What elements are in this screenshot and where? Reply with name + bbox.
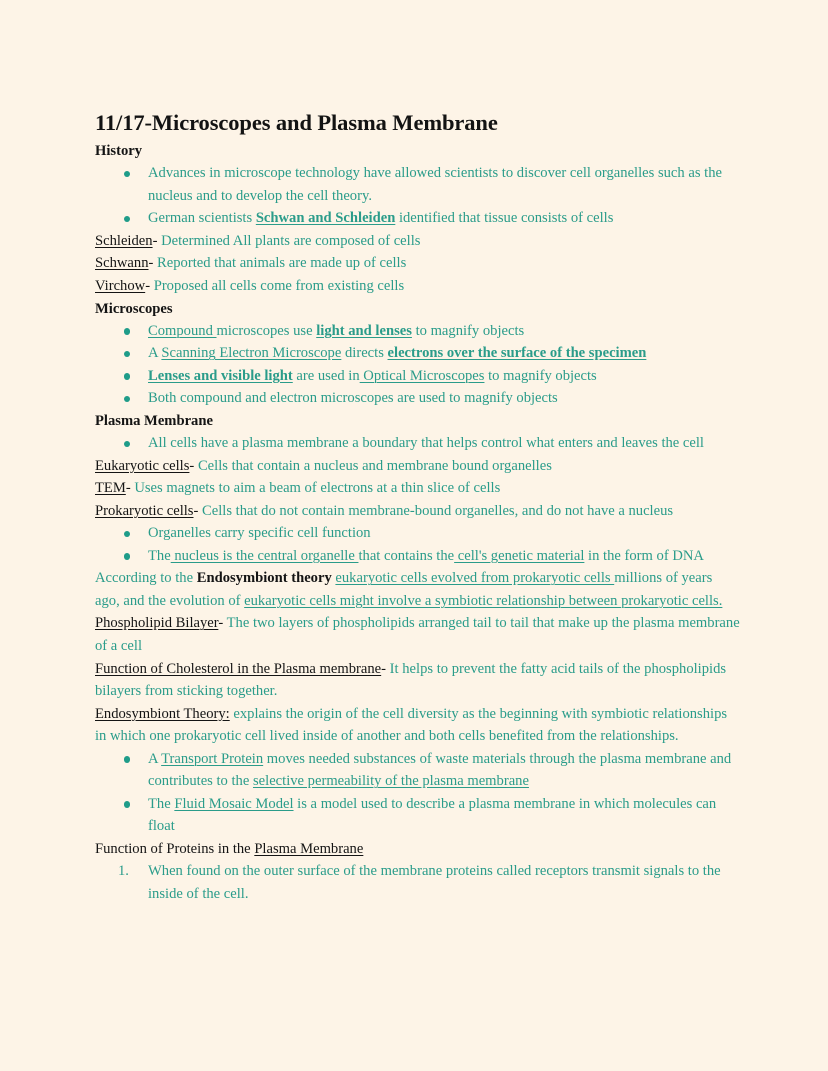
emphasised-text: TEM xyxy=(95,480,126,497)
emphasised-text: Optical Microscopes xyxy=(359,367,485,384)
body-text: Cells that do not contain membrane-bound organelles, and do not have a nucleus xyxy=(202,502,674,519)
body-text: Organelles carry specific cell function xyxy=(148,525,371,542)
body-text: microscopes use xyxy=(216,322,317,339)
body-text: A xyxy=(148,750,162,767)
definition-phospholipid-bilayer xyxy=(95,612,740,657)
page-title: 11/17-Microscopes and Plasma Membrane xyxy=(95,110,498,135)
body-text: explains the origin of the cell diversity as the beginning with symbiotic relationships in which one prokaryotic cell lived inside of another and both cells benefited from the relationships. xyxy=(95,705,728,745)
heading-function-of-proteins xyxy=(95,838,740,861)
emphasised-text: Schwan and Schleiden xyxy=(255,210,396,227)
emphasised-text: Virchow xyxy=(95,278,146,294)
microscopes-bullet-list xyxy=(95,320,740,410)
paragraph-endosymbiont-theory xyxy=(95,567,740,612)
body-text: millions of years ago, and the evolution of xyxy=(95,570,713,609)
emphasised-text: - xyxy=(189,457,198,474)
emphasised-text: - xyxy=(145,278,154,294)
emphasised-text: - xyxy=(152,232,162,249)
body-text: Determined All plants are composed of cells xyxy=(161,232,421,249)
body-text: A xyxy=(148,345,162,362)
section-heading-history: History xyxy=(95,143,143,160)
emphasised-text: eukaryotic cells evolved from prokaryotic cells xyxy=(335,570,615,587)
body-text: Uses magnets to aim a beam of electrons at a thin slice of cells xyxy=(134,480,501,497)
body-text: When found on the outer surface of the membrane proteins called receptors transmit signals to the inside of the cell. xyxy=(148,863,721,903)
emphasised-text: Phospholipid Bilayer xyxy=(95,615,219,632)
body-text: The xyxy=(148,547,171,564)
list-item xyxy=(95,793,740,838)
body-text: Proposed all cells come from existing cells xyxy=(153,278,405,294)
list-item xyxy=(95,387,740,410)
emphasised-text: nucleus is the central organelle xyxy=(170,547,359,564)
list-item xyxy=(95,365,740,388)
definition-virchow xyxy=(95,275,740,298)
definition-schwann xyxy=(95,252,740,275)
body-text: is a model used to describe a plasma membrane in which molecules can float xyxy=(148,795,717,835)
emphasised-text: Function of Cholesterol in the Plasma membrane xyxy=(95,660,382,677)
body-text: The two layers of phospholipids arranged tail to tail that make up the plasma membrane of a cell xyxy=(95,615,740,654)
definition-cholesterol-function xyxy=(95,658,740,703)
body-text: in the form of DNA xyxy=(584,547,704,564)
emphasised-text: light and lenses xyxy=(316,322,412,339)
list-item xyxy=(95,162,740,207)
list-item xyxy=(95,860,740,905)
body-text: It helps to prevent the fatty acid tails of the phospholipids bilayers from sticking together. xyxy=(95,660,727,700)
body-text: directs xyxy=(341,345,388,362)
organelles-bullet-list xyxy=(95,522,740,567)
body-text: that contains the xyxy=(358,547,455,564)
list-item xyxy=(95,320,740,343)
body-text: moves needed substances of waste materials through the plasma membrane and contributes to the xyxy=(148,750,732,790)
emphasised-text: Schwann xyxy=(95,255,149,272)
emphasised-text: Endosymbiont Theory: xyxy=(95,705,230,722)
protein-function-numbered-list xyxy=(95,860,740,905)
emphasised-text: selective permeability of the plasma membrane xyxy=(252,773,529,790)
body-text: identified that tissue consists of cells xyxy=(395,210,614,227)
emphasised-text: Eukaryotic cells xyxy=(95,457,190,474)
section-heading-microscopes: Microscopes xyxy=(95,300,173,317)
definition-prokaryotic-cells xyxy=(95,500,740,523)
list-item xyxy=(95,545,740,568)
emphasised-text: Prokaryotic cells xyxy=(95,502,194,519)
history-bullet-list xyxy=(95,162,740,230)
list-item xyxy=(95,748,740,793)
list-item xyxy=(95,342,740,365)
definition-tem xyxy=(95,477,740,500)
body-text: Reported that animals are made up of cells xyxy=(157,255,407,272)
emphasised-text: Plasma Membrane xyxy=(254,840,364,857)
emphasised-text: Scanning Electron Microscope xyxy=(161,345,342,362)
emphasised-text: electrons over the surface of the specimen xyxy=(387,345,647,362)
body-text: According to the xyxy=(95,570,197,587)
emphasised-text: Schleiden xyxy=(95,232,153,249)
body-text: to magnify objects xyxy=(484,367,597,384)
emphasised-text: - xyxy=(381,660,390,677)
list-item xyxy=(95,432,740,455)
emphasised-text: cell's genetic material xyxy=(454,547,585,564)
emphasised-text: - xyxy=(218,615,227,632)
emphasised-text: Endosymbiont theory xyxy=(196,570,332,587)
body-text: Advances in microscope technology have allowed scientists to discover cell organelles such as the nucleus and to develop the cell theory. xyxy=(148,165,722,204)
plasma-membrane-bullet-list xyxy=(95,432,740,455)
definition-endosymbiont-theory xyxy=(95,703,740,748)
list-item xyxy=(95,522,740,545)
emphasised-text: Lenses and visible light xyxy=(148,367,293,384)
transport-bullet-list xyxy=(95,748,740,838)
definition-schleiden xyxy=(95,230,740,253)
list-item xyxy=(95,207,740,230)
emphasised-text: Function of Proteins in the xyxy=(95,840,255,857)
body-text: The xyxy=(148,795,175,812)
emphasised-text: - xyxy=(125,480,135,497)
emphasised-text: Fluid Mosaic Model xyxy=(174,795,294,812)
body-text: to magnify objects xyxy=(411,322,525,339)
emphasised-text: Compound xyxy=(148,322,217,339)
body-text: Cells that contain a nucleus and membrane bound organelles xyxy=(197,457,552,474)
emphasised-text: - xyxy=(193,502,202,519)
emphasised-text: - xyxy=(148,255,158,272)
body-text: Both compound and electron microscopes are used to magnify objects xyxy=(148,390,558,407)
section-heading-plasma-membrane: Plasma Membrane xyxy=(95,412,213,429)
body-text: German scientists xyxy=(148,210,256,227)
emphasised-text: eukaryotic cells might involve a symbiotic relationship between prokaryotic cells. xyxy=(244,592,723,609)
definition-eukaryotic-cells xyxy=(95,455,740,478)
emphasised-text: Transport Protein xyxy=(161,750,264,767)
body-text: are used in xyxy=(292,367,360,384)
body-text: All cells have a plasma membrane a boundary that helps control what enters and leaves the cell xyxy=(148,435,704,452)
